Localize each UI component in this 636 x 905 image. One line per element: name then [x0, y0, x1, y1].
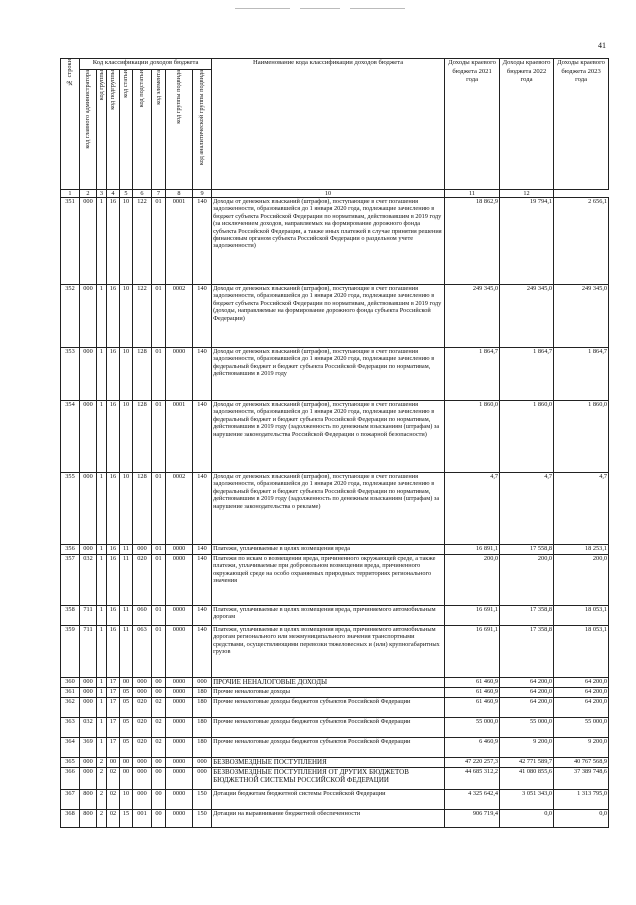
code-cell: 000 [80, 285, 97, 348]
code-cell: 01 [152, 626, 166, 678]
row-number: 357 [61, 555, 80, 606]
code-cell: 1 [97, 738, 107, 758]
code-cell: 0001 [166, 401, 193, 473]
row-number: 352 [61, 285, 80, 348]
code-cell: 369 [80, 738, 97, 758]
code-cell: 17 [107, 718, 120, 738]
top-rule [235, 8, 290, 9]
column-number: 7 [152, 190, 166, 198]
code-col-header: код подстатьи [133, 70, 152, 190]
code-cell: 0001 [166, 198, 193, 285]
row-number: 358 [61, 606, 80, 626]
amount-2023: 64 200,0 [554, 698, 609, 718]
code-cell: 020 [133, 718, 152, 738]
amount-2023: 18 253,1 [554, 545, 609, 555]
amount-2021: 16 691,1 [445, 626, 500, 678]
income-name: Доходы от денежных взысканий (штрафов), поступающие в счет погашения задолженности, образовавшейся до 1 января 2020 года, подлежащие зачислению в бюджет субъекта Российской Федерации по нормативам, действовавшим в 2019 году (за исключением доходов, направляемых на формирование дорожного фонда субъекта Российской Федерации, а также иных платежей в случае принятия решения финансовым органом субъекта Российской Федерации о раздельном учете задолженности) [212, 198, 445, 285]
amount-2021: 61 460,9 [445, 678, 500, 688]
code-cell: 140 [193, 473, 212, 545]
code-cell: 01 [152, 348, 166, 401]
code-cell: 180 [193, 688, 212, 698]
code-cell: 01 [152, 555, 166, 606]
code-col-header: код группы [97, 70, 107, 190]
table-row [61, 810, 609, 828]
row-number: 368 [61, 810, 80, 828]
code-cell: 000 [133, 545, 152, 555]
row-number: 364 [61, 738, 80, 758]
income-name: Дотации бюджетам бюджетной системы Российской Федерации [212, 790, 445, 810]
row-number: 365 [61, 758, 80, 768]
code-cell: 1 [97, 545, 107, 555]
code-cell: 10 [120, 285, 133, 348]
amount-2023: 64 200,0 [554, 688, 609, 698]
code-cell: 00 [152, 758, 166, 768]
code-cell: 140 [193, 348, 212, 401]
amount-2022: 42 771 589,7 [500, 758, 554, 768]
amount-2021: 249 345,0 [445, 285, 500, 348]
table-row [61, 473, 609, 545]
code-cell: 000 [80, 688, 97, 698]
code-cell: 0000 [166, 626, 193, 678]
amount-2021: 4,7 [445, 473, 500, 545]
code-col-header: код аналитической группы подвида [193, 70, 212, 190]
code-cell: 10 [120, 401, 133, 473]
table-row [61, 790, 609, 810]
column-number: 12 [500, 190, 554, 198]
code-cell: 0002 [166, 285, 193, 348]
amount-2022: 64 200,0 [500, 678, 554, 688]
code-cell: 01 [152, 198, 166, 285]
code-cell: 16 [107, 626, 120, 678]
income-name: Прочие неналоговые доходы [212, 688, 445, 698]
code-cell: 01 [152, 606, 166, 626]
row-number: 363 [61, 718, 80, 738]
code-cell: 2 [97, 758, 107, 768]
amount-2022: 17 358,8 [500, 626, 554, 678]
amount-2021: 906 719,4 [445, 810, 500, 828]
amount-2021: 6 460,9 [445, 738, 500, 758]
code-cell: 000 [80, 768, 97, 790]
code-cell: 140 [193, 198, 212, 285]
amount-2023: 55 000,0 [554, 718, 609, 738]
code-cell: 000 [80, 348, 97, 401]
row-number: 356 [61, 545, 80, 555]
code-cell: 000 [133, 758, 152, 768]
code-cell: 00 [152, 810, 166, 828]
code-cell: 150 [193, 790, 212, 810]
amount-2022: 1 864,7 [500, 348, 554, 401]
row-number: 353 [61, 348, 80, 401]
income-name: Прочие неналоговые доходы бюджетов субъектов Российской Федерации [212, 698, 445, 718]
amount-2021: 1 860,0 [445, 401, 500, 473]
code-cell: 711 [80, 626, 97, 678]
table-row [61, 718, 609, 738]
column-number: 9 [193, 190, 212, 198]
amount-2021: 1 864,7 [445, 348, 500, 401]
amount-2021: 18 862,9 [445, 198, 500, 285]
income-name: Платежи по искам о возмещении вреда, причиненного окружающей среде, а также платежи, уплачиваемые при добровольном возмещении вреда, причиненного окружающей среде на особо охраняемых природных территориях регионального значения [212, 555, 445, 606]
code-cell: 02 [152, 718, 166, 738]
column-number-row [61, 190, 609, 198]
code-cell: 1 [97, 198, 107, 285]
table-row [61, 545, 609, 555]
income-name: Прочие неналоговые доходы бюджетов субъектов Российской Федерации [212, 718, 445, 738]
row-number: 366 [61, 768, 80, 790]
code-cell: 060 [133, 606, 152, 626]
code-cell: 11 [120, 555, 133, 606]
code-cell: 020 [133, 698, 152, 718]
income-name: ПРОЧИЕ НЕНАЛОГОВЫЕ ДОХОДЫ [212, 678, 445, 688]
amount-2022: 19 794,1 [500, 198, 554, 285]
code-col-header: код статьи [120, 70, 133, 190]
code-cell: 150 [193, 810, 212, 828]
code-cell: 00 [152, 688, 166, 698]
code-cell: 020 [133, 738, 152, 758]
code-cell: 0000 [166, 678, 193, 688]
column-number: 1 [61, 190, 80, 198]
income-name: Платежи, уплачиваемые в целях возмещения вреда, причиняемого автомобильным дорогам [212, 606, 445, 626]
code-cell: 16 [107, 285, 120, 348]
amount-2021: 200,0 [445, 555, 500, 606]
code-cell: 01 [152, 545, 166, 555]
year-2023-header: Доходы краевого бюджета 2023 года [554, 59, 609, 190]
code-cell: 000 [80, 545, 97, 555]
code-cell: 800 [80, 790, 97, 810]
code-cell: 000 [133, 790, 152, 810]
code-cell: 15 [120, 810, 133, 828]
amount-2023: 4,7 [554, 473, 609, 545]
column-number: 8 [166, 190, 193, 198]
code-cell: 140 [193, 606, 212, 626]
code-cell: 05 [120, 688, 133, 698]
code-cell: 000 [193, 758, 212, 768]
table-row [61, 688, 609, 698]
code-cell: 02 [152, 698, 166, 718]
code-cell: 128 [133, 473, 152, 545]
code-cell: 01 [152, 473, 166, 545]
code-col-header: код элемента [152, 70, 166, 190]
code-cell: 122 [133, 285, 152, 348]
code-cell: 1 [97, 688, 107, 698]
code-cell: 1 [97, 348, 107, 401]
code-cell: 128 [133, 401, 152, 473]
code-cell: 000 [193, 768, 212, 790]
code-cell: 2 [97, 810, 107, 828]
code-cell: 05 [120, 718, 133, 738]
code-cell: 032 [80, 555, 97, 606]
amount-2022: 1 860,0 [500, 401, 554, 473]
code-cell: 0000 [166, 545, 193, 555]
table-row [61, 555, 609, 606]
table-row [61, 758, 609, 768]
column-number: 11 [445, 190, 500, 198]
amount-2021: 55 000,0 [445, 718, 500, 738]
code-cell: 0000 [166, 810, 193, 828]
table-row [61, 348, 609, 401]
amount-2022: 41 080 855,6 [500, 768, 554, 790]
amount-2023: 9 200,0 [554, 738, 609, 758]
code-cell: 00 [152, 678, 166, 688]
code-cell: 001 [133, 810, 152, 828]
row-number: 351 [61, 198, 80, 285]
code-cell: 180 [193, 718, 212, 738]
code-cell: 0000 [166, 555, 193, 606]
code-cell: 032 [80, 718, 97, 738]
table-row [61, 768, 609, 790]
code-cell: 1 [97, 718, 107, 738]
top-rule [300, 8, 340, 9]
code-cell: 140 [193, 285, 212, 348]
code-cell: 2 [97, 790, 107, 810]
code-cell: 00 [120, 678, 133, 688]
code-cell: 17 [107, 738, 120, 758]
amount-2021: 47 220 257,3 [445, 758, 500, 768]
amount-2023: 18 053,1 [554, 606, 609, 626]
code-cell: 10 [120, 790, 133, 810]
amount-2022: 4,7 [500, 473, 554, 545]
row-number: 359 [61, 626, 80, 678]
code-cell: 000 [80, 401, 97, 473]
amount-2022: 64 200,0 [500, 698, 554, 718]
amount-2021: 61 460,9 [445, 698, 500, 718]
amount-2022: 9 200,0 [500, 738, 554, 758]
code-cell: 17 [107, 698, 120, 718]
code-cell: 000 [193, 678, 212, 688]
code-cell: 05 [120, 698, 133, 718]
code-cell: 0000 [166, 698, 193, 718]
code-cell: 0000 [166, 768, 193, 790]
column-number: 10 [212, 190, 445, 198]
table-row [61, 698, 609, 718]
amount-2023: 64 200,0 [554, 678, 609, 688]
code-cell: 122 [133, 198, 152, 285]
column-number: 6 [133, 190, 152, 198]
page-number: 41 [598, 41, 606, 50]
row-number: 360 [61, 678, 80, 688]
amount-2021: 16 691,1 [445, 606, 500, 626]
code-cell: 10 [120, 198, 133, 285]
code-cell: 10 [120, 473, 133, 545]
code-cell: 0000 [166, 688, 193, 698]
code-cell: 1 [97, 473, 107, 545]
code-cell: 1 [97, 626, 107, 678]
row-number: 367 [61, 790, 80, 810]
code-cell: 0002 [166, 473, 193, 545]
amount-2021: 4 325 642,4 [445, 790, 500, 810]
code-col-header: код главного администратора [80, 70, 97, 190]
code-cell: 02 [107, 810, 120, 828]
code-cell: 020 [133, 555, 152, 606]
income-name: Платежи, уплачиваемые в целях возмещения вреда [212, 545, 445, 555]
code-cell: 000 [80, 758, 97, 768]
code-cell: 11 [120, 626, 133, 678]
code-cell: 711 [80, 606, 97, 626]
amount-2023: 2 656,1 [554, 198, 609, 285]
row-number-header: № строки [61, 59, 80, 190]
table-row [61, 401, 609, 473]
table-row [61, 678, 609, 688]
year-2022-header: Доходы краевого бюджета 2022 года [500, 59, 554, 190]
amount-2023: 18 053,1 [554, 626, 609, 678]
code-cell: 16 [107, 348, 120, 401]
code-cell: 00 [152, 768, 166, 790]
code-cell: 2 [97, 768, 107, 790]
table-row [61, 198, 609, 285]
code-cell: 00 [120, 758, 133, 768]
amount-2021: 44 685 312,2 [445, 768, 500, 790]
code-cell: 05 [120, 738, 133, 758]
amount-2022: 17 358,8 [500, 606, 554, 626]
column-number: 5 [120, 190, 133, 198]
code-cell: 0000 [166, 348, 193, 401]
code-cell: 17 [107, 688, 120, 698]
code-col-header: код подгруппы [107, 70, 120, 190]
income-name: Доходы от денежных взысканий (штрафов), поступающие в счет погашения задолженности, образовавшейся до 1 января 2020 года, подлежащие зачислению в бюджет субъекта Российской Федерации по нормативам, действовавшим в 2019 году (доходы, направляемые на формирование дорожного фонда субъекта Российской Федерации) [212, 285, 445, 348]
code-cell: 000 [80, 473, 97, 545]
amount-2021: 61 460,9 [445, 688, 500, 698]
table-row [61, 285, 609, 348]
table-row [61, 738, 609, 758]
code-cell: 11 [120, 606, 133, 626]
amount-2023: 1 864,7 [554, 348, 609, 401]
budget-income-table [60, 58, 609, 828]
income-name: Доходы от денежных взысканий (штрафов), поступающие в счет погашения задолженности, образовавшейся до 1 января 2020 года, подлежащие зачислению в федеральный бюджет и бюджет субъекта Российской Федерации по нормативам, действовавшим в 2019 году (задолженность по денежным взысканиям (штрафам) за нарушение законодательства о рекламе) [212, 473, 445, 545]
top-rule [350, 8, 405, 9]
column-number: 2 [80, 190, 97, 198]
name-column-header: Наименование кода классификации доходов бюджета [212, 59, 445, 190]
code-cell: 0000 [166, 718, 193, 738]
amount-2023: 40 767 568,9 [554, 758, 609, 768]
amount-2023: 249 345,0 [554, 285, 609, 348]
row-number: 362 [61, 698, 80, 718]
code-cell: 16 [107, 555, 120, 606]
amount-2021: 16 891,1 [445, 545, 500, 555]
income-name: Доходы от денежных взысканий (штрафов), поступающие в счет погашения задолженности, образовавшейся до 1 января 2020 года, подлежащие зачислению в федеральный бюджет и бюджет субъекта Российской Федерации по нормативам, действовавшим в 2019 году (задолженность по денежным взысканиям (штрафам) за нарушение законодательства Российской Федерации о пожарной безопасности) [212, 401, 445, 473]
code-cell: 00 [107, 758, 120, 768]
amount-2022: 55 000,0 [500, 718, 554, 738]
row-number: 361 [61, 688, 80, 698]
code-cell: 1 [97, 401, 107, 473]
code-cell: 128 [133, 348, 152, 401]
row-number: 355 [61, 473, 80, 545]
code-cell: 02 [107, 790, 120, 810]
code-cell: 000 [80, 678, 97, 688]
code-cell: 000 [80, 198, 97, 285]
amount-2022: 200,0 [500, 555, 554, 606]
income-name: Прочие неналоговые доходы бюджетов субъектов Российской Федерации [212, 738, 445, 758]
code-cell: 1 [97, 678, 107, 688]
code-cell: 0000 [166, 790, 193, 810]
code-cell: 16 [107, 606, 120, 626]
code-cell: 02 [107, 768, 120, 790]
code-cell: 0000 [166, 758, 193, 768]
code-cell: 00 [152, 790, 166, 810]
code-cell: 16 [107, 198, 120, 285]
income-name: БЕЗВОЗМЕЗДНЫЕ ПОСТУПЛЕНИЯ [212, 758, 445, 768]
column-number: 4 [107, 190, 120, 198]
code-cell: 16 [107, 401, 120, 473]
year-2021-header: Доходы краевого бюджета 2021 года [445, 59, 500, 190]
code-cell: 000 [133, 678, 152, 688]
table-row [61, 606, 609, 626]
amount-2022: 3 051 343,0 [500, 790, 554, 810]
code-cell: 140 [193, 555, 212, 606]
code-cell: 11 [120, 545, 133, 555]
code-cell: 16 [107, 473, 120, 545]
code-cell: 000 [133, 768, 152, 790]
amount-2023: 200,0 [554, 555, 609, 606]
amount-2023: 0,0 [554, 810, 609, 828]
table-row [61, 626, 609, 678]
code-cell: 10 [120, 348, 133, 401]
amount-2022: 64 200,0 [500, 688, 554, 698]
code-cell: 140 [193, 401, 212, 473]
code-cell: 800 [80, 810, 97, 828]
code-cell: 01 [152, 285, 166, 348]
amount-2023: 37 389 748,6 [554, 768, 609, 790]
column-number: 3 [97, 190, 107, 198]
income-name: Платежи, уплачиваемые в целях возмещения вреда, причиняемого автомобильным дорогам регионального или межмуниципального значения транспортными средствами, осуществляющими перевозки тяжеловесных и (или) крупногабаритных грузов [212, 626, 445, 678]
amount-2022: 17 558,8 [500, 545, 554, 555]
code-cell: 1 [97, 285, 107, 348]
income-name: Дотации на выравнивание бюджетной обеспеченности [212, 810, 445, 828]
code-cell: 1 [97, 555, 107, 606]
code-cell: 1 [97, 698, 107, 718]
amount-2022: 0,0 [500, 810, 554, 828]
code-cell: 0000 [166, 738, 193, 758]
code-group-header: Код классификации доходов бюджета [80, 59, 212, 70]
amount-2022: 249 345,0 [500, 285, 554, 348]
row-number: 354 [61, 401, 80, 473]
code-cell: 140 [193, 626, 212, 678]
code-cell: 1 [97, 606, 107, 626]
amount-2023: 1 860,0 [554, 401, 609, 473]
code-cell: 180 [193, 698, 212, 718]
code-cell: 02 [152, 738, 166, 758]
code-cell: 0000 [166, 606, 193, 626]
code-cell: 140 [193, 545, 212, 555]
code-col-header: код группы подвида [166, 70, 193, 190]
income-name: БЕЗВОЗМЕЗДНЫЕ ПОСТУПЛЕНИЯ ОТ ДРУГИХ БЮДЖЕТОВ БЮДЖЕТНОЙ СИСТЕМЫ РОССИЙСКОЙ ФЕДЕРАЦИИ [212, 768, 445, 790]
code-cell: 01 [152, 401, 166, 473]
code-cell: 00 [120, 768, 133, 790]
code-cell: 000 [80, 698, 97, 718]
code-cell: 000 [133, 688, 152, 698]
code-cell: 16 [107, 545, 120, 555]
amount-2023: 1 313 795,0 [554, 790, 609, 810]
code-cell: 17 [107, 678, 120, 688]
code-cell: 063 [133, 626, 152, 678]
income-name: Доходы от денежных взысканий (штрафов), поступающие в счет погашения задолженности, образовавшейся до 1 января 2020 года, подлежащие зачислению в федеральный бюджет и бюджет субъекта Российской Федерации по нормативам, действовавшим в 2019 году [212, 348, 445, 401]
code-cell: 180 [193, 738, 212, 758]
